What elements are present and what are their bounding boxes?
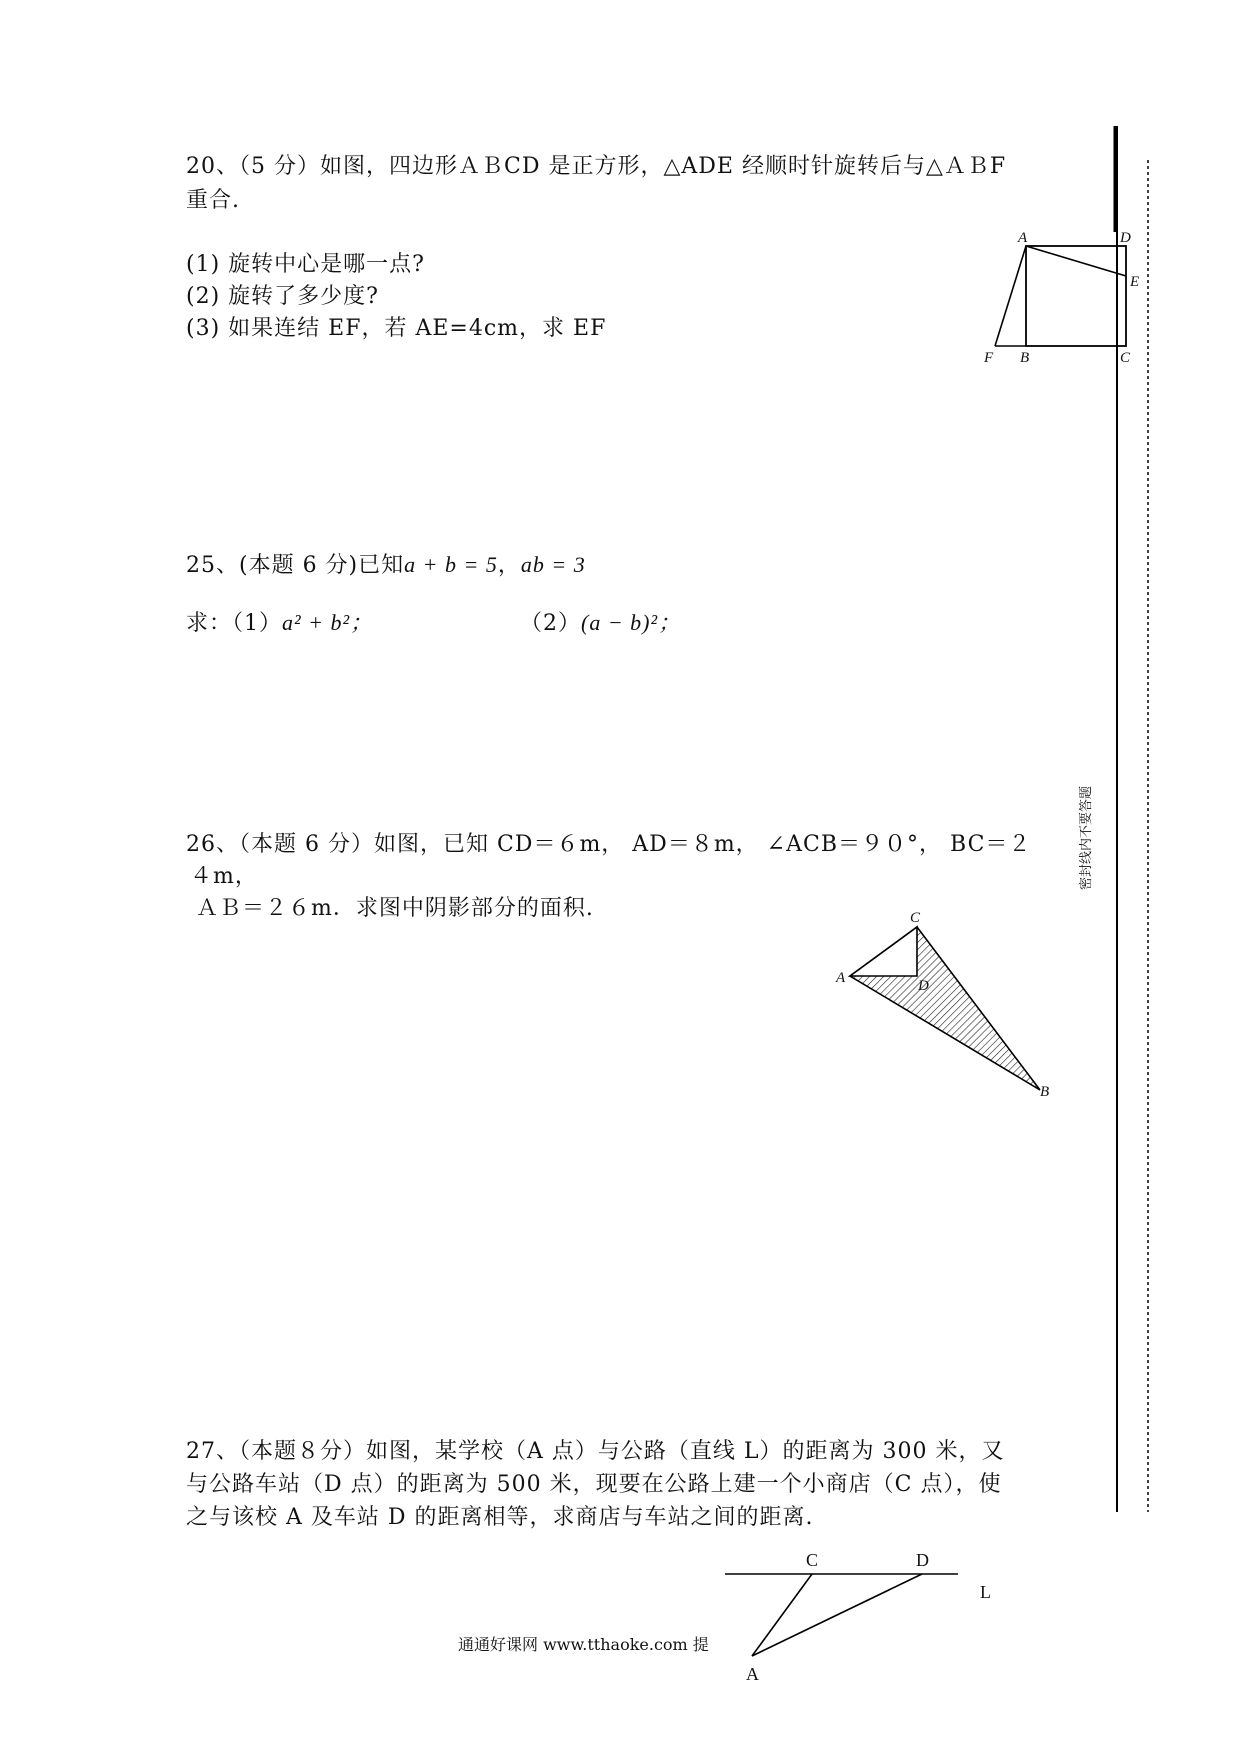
label-a: A xyxy=(836,970,846,986)
q27-line3: 之与该校 A 及车站 D 的距离相等，求商店与车站之间的距离. xyxy=(186,1505,814,1530)
figure-q20 xyxy=(983,230,1139,366)
label-f: F xyxy=(984,350,994,366)
label-d: D xyxy=(916,1550,929,1570)
q25-cond1: a + b = 5 xyxy=(404,552,498,577)
q20-sub1: (1) 旋转中心是哪一点? xyxy=(186,252,425,277)
label-l: L xyxy=(980,1582,991,1602)
label-c: C xyxy=(910,910,921,926)
figure-q27 xyxy=(725,1550,991,1684)
q20-line1: 20、（5 分）如图，四边形ＡＢCD 是正方形，△ADE 经顺时针旋转后与△ＡＢF xyxy=(186,154,1007,179)
triangle-adc xyxy=(850,927,917,976)
q25-part2-label: （2） xyxy=(520,611,581,636)
q20-sub3: (3) 如果连结 EF，若 AE=4cm，求 EF xyxy=(186,316,607,341)
q25-expr2: (a − b)²； xyxy=(581,610,682,635)
segment-ad xyxy=(752,1574,922,1656)
q27-line1: 27、（本题８分）如图，某学校（A 点）与公路（直线 L）的距离为 300 米，又 xyxy=(186,1439,1005,1464)
q26-line3: ＡＢ＝２６m．求图中阴影部分的面积. xyxy=(196,896,594,921)
q20-line2: 重合. xyxy=(186,188,240,213)
q20-sub2: (2) 旋转了多少度? xyxy=(186,284,379,309)
q25-ask-label: 求：（1） xyxy=(186,611,282,636)
q25-expr1: a² + b²； xyxy=(282,610,374,635)
segment-ae xyxy=(1026,246,1126,276)
shaded-triangle-abc xyxy=(850,927,1040,1090)
label-c: C xyxy=(806,1550,819,1570)
label-a: A xyxy=(1018,230,1028,246)
q27-line2: 与公路车站（D 点）的距离为 500 米，现要在公路上建一个小商店（C 点），使 xyxy=(186,1472,1002,1497)
label-d: D xyxy=(918,978,929,994)
q25-cond2: ab = 3 xyxy=(520,552,586,577)
label-b: B xyxy=(1020,350,1030,366)
seal-text: 密封线内不要答题 xyxy=(1079,785,1094,890)
label-e: E xyxy=(1130,274,1140,290)
label-a: A xyxy=(746,1664,759,1684)
q25-prefix: 25、(本题 6 分)已知 xyxy=(186,553,405,578)
label-d: D xyxy=(1120,230,1131,246)
label-b: B xyxy=(1040,1084,1050,1100)
segment-ac xyxy=(752,1574,812,1656)
segment-af xyxy=(995,246,1026,346)
footer-text: 通通好课网 www.tthaoke.com 提 xyxy=(458,1635,709,1654)
label-c: C xyxy=(1120,350,1131,366)
q26-line1: 26、（本题 6 分）如图，已知 CD＝６m， AD＝８m， ∠ACB＝９０°， BC＝２ xyxy=(186,832,1032,857)
q25-sep: ， xyxy=(497,553,521,578)
figure-q26 xyxy=(835,910,1049,1100)
q26-line2: ４m， xyxy=(190,864,258,889)
